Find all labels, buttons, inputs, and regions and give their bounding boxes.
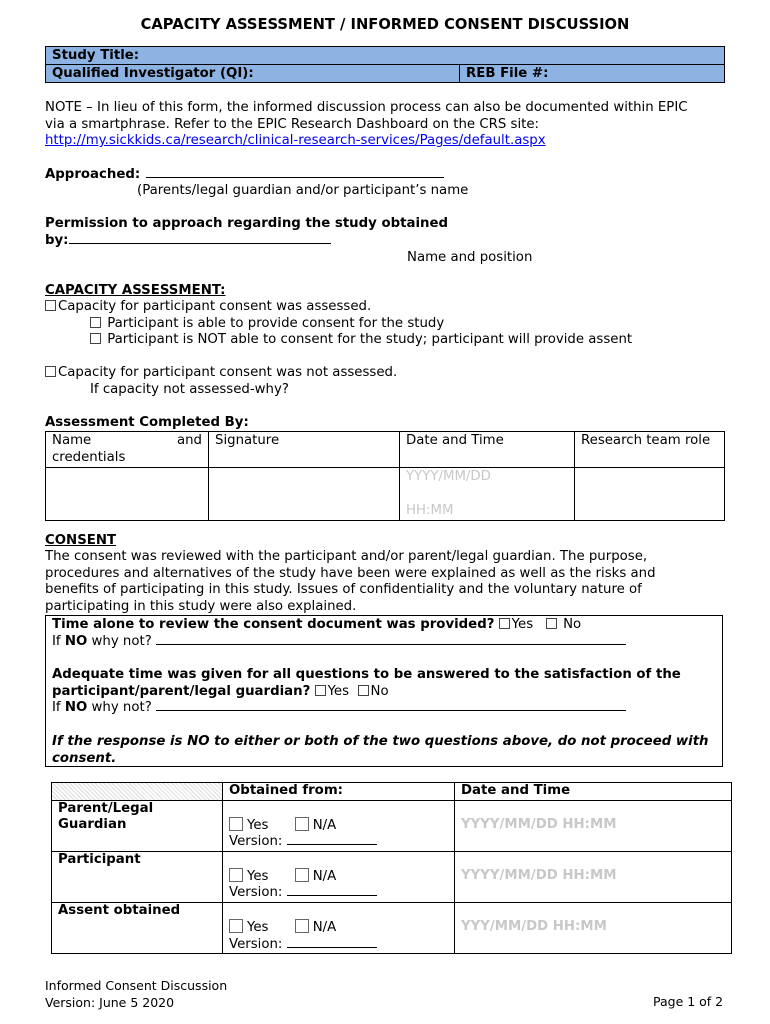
col-obtained-from: Obtained from: — [223, 783, 455, 801]
capacity-not-able-option[interactable]: Participant is NOT able to consent for the study; participant will provide assent — [90, 332, 632, 349]
qi-field[interactable]: Qualified Investigator (QI): — [46, 65, 460, 82]
study-title-field[interactable]: Study Title: — [52, 48, 140, 63]
footer-page-number: Page 1 of 2 — [653, 994, 724, 1009]
consent-questions-box — [45, 615, 723, 767]
assessment-heading: Assessment Completed By: — [45, 415, 249, 430]
study-header-table — [45, 46, 725, 83]
checkbox-icon[interactable] — [45, 300, 56, 311]
col-name-credentials: Name and credentials — [46, 432, 209, 468]
obtained-table — [51, 782, 732, 954]
question-adequate-time-2: participant/parent/legal guardian? Yes No — [52, 683, 389, 699]
approached-hint: (Parents/legal guardian and/or participant’s name — [137, 183, 469, 198]
capacity-assessed-option[interactable]: Capacity for participant consent was assessed. — [45, 299, 371, 316]
note-block: NOTE – In lieu of this form, the informed discussion process can also be documented within EPIC via a smartphrase. Refer to the EPIC Research Dashboard on the CRS site: http://my.sickkids.ca/research/clinical-research-services/Pages/default.aspx — [45, 100, 688, 149]
question-time-alone: Time alone to review the consent document was provided? Yes No — [52, 617, 582, 632]
page-title: CAPACITY ASSESSMENT / INFORMED CONSENT DISCUSSION — [140, 16, 630, 33]
reb-field[interactable]: REB File #: — [466, 66, 549, 81]
capacity-able-option[interactable]: Participant is able to provide consent for the study — [90, 316, 444, 333]
crs-site-link[interactable]: http://my.sickkids.ca/research/clinical-research-services/Pages/default.aspx — [45, 133, 546, 149]
capacity-why: If capacity not assessed-why? — [90, 382, 289, 397]
checkbox-icon[interactable] — [546, 618, 557, 629]
datetime-cell[interactable]: YYYY/MM/DD HH:MM — [400, 468, 575, 521]
why-not-2[interactable]: If NO why not? — [52, 700, 716, 717]
assessment-table — [45, 431, 725, 521]
name-cell[interactable] — [46, 468, 209, 521]
row-assent-obtained: Yes N/A Version: — [223, 902, 455, 953]
checkbox-icon[interactable] — [358, 685, 369, 696]
row-participant-label: Participant — [52, 851, 223, 902]
row-parent-obtained: Yes N/A Version: — [223, 800, 455, 851]
checkbox-icon[interactable] — [295, 817, 309, 831]
consent-heading: CONSENT — [45, 533, 117, 548]
row-assent-label: Assent obtained — [52, 902, 223, 953]
row-assent-date[interactable]: YYY/MM/DD HH:MM — [455, 902, 732, 953]
capacity-heading: CAPACITY ASSESSMENT: — [45, 283, 226, 298]
role-cell[interactable] — [575, 468, 725, 521]
row-parent-date[interactable]: YYYY/MM/DD HH:MM — [455, 800, 732, 851]
approached-line[interactable] — [146, 177, 444, 178]
checkbox-icon[interactable] — [45, 366, 56, 377]
col-date-time: Date and Time — [400, 432, 575, 468]
col-signature: Signature — [209, 432, 400, 468]
signature-cell[interactable] — [209, 468, 400, 521]
approached-field[interactable]: Approached: — [45, 167, 444, 184]
row-parent-label: Parent/Legal Guardian — [52, 800, 223, 851]
checkbox-icon[interactable] — [499, 618, 510, 629]
checkbox-icon[interactable] — [295, 868, 309, 882]
checkbox-icon[interactable] — [229, 868, 243, 882]
consent-paragraph: The consent was reviewed with the participant and/or parent/legal guardian. The purpose, procedures and alternatives of the study have been were explained as well as the risks and benefits of participating in this study. Issues of confidentiality and the voluntary nature of participating in this study were also explained. — [45, 549, 656, 614]
checkbox-icon[interactable] — [229, 919, 243, 933]
checkbox-icon[interactable] — [229, 817, 243, 831]
permission-field[interactable]: by: — [45, 233, 331, 250]
consent-warning: If the response is NO to either or both of the two questions above, do not proceed with consent. — [52, 733, 709, 766]
checkbox-icon[interactable] — [315, 685, 326, 696]
checkbox-icon[interactable] — [90, 333, 101, 344]
checkbox-icon[interactable] — [90, 317, 101, 328]
footer-doc-info: Informed Consent Discussion Version: June 5 2020 — [45, 978, 228, 1010]
capacity-not-assessed-option[interactable]: Capacity for participant consent was not assessed. — [45, 365, 397, 382]
checkbox-icon[interactable] — [295, 919, 309, 933]
row-participant-date[interactable]: YYYY/MM/DD HH:MM — [455, 851, 732, 902]
col-obtained-date: Date and Time — [455, 783, 732, 801]
permission-label: Permission to approach regarding the study obtained — [45, 216, 449, 231]
permission-hint: Name and position — [407, 250, 533, 265]
why-not-1[interactable]: If NO why not? — [52, 634, 716, 651]
question-adequate-time: Adequate time was given for all questions to be answered to the satisfaction of the — [52, 667, 681, 683]
col-role: Research team role — [575, 432, 725, 468]
row-participant-obtained: Yes N/A Version: — [223, 851, 455, 902]
